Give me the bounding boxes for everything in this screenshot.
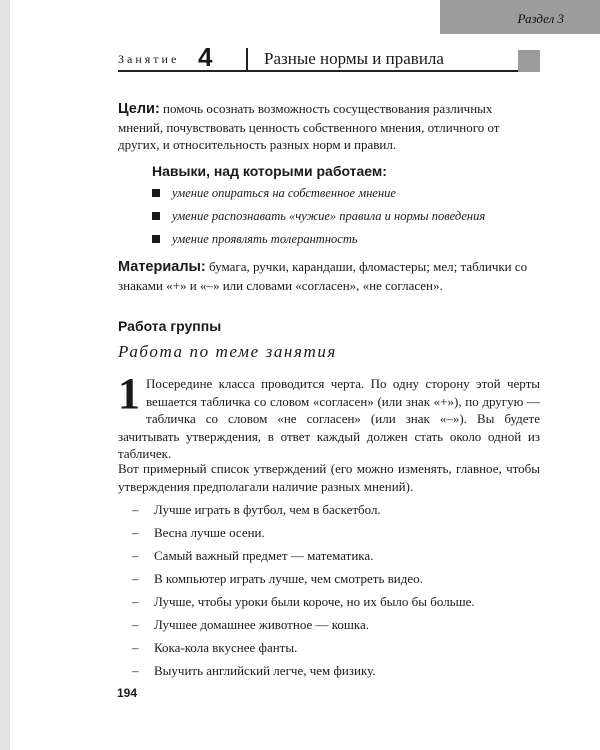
statement-item: – Лучше играть в футбол, чем в баскетбол. <box>132 502 381 517</box>
statement-item: – Выучить английский легче, чем физику. <box>132 663 376 678</box>
skills-title: Навыки, над которыми работаем: <box>152 163 387 179</box>
section-label: Раздел 3 <box>517 11 564 26</box>
statement-item: – В компьютер играть лучше, чем смотреть видео. <box>132 571 423 586</box>
materials-text: бумага, ручки, карандаши, фломастеры; мел; таблички со знаками «+» и «–» или словами «согласен», «не согласен». <box>118 259 528 293</box>
goals-label: Цели: <box>118 101 160 117</box>
lesson-title: Разные нормы и правила <box>264 49 444 68</box>
page-edge-shadow <box>0 0 10 750</box>
skill-item: умение распознавать «чужие» правила и нормы поведения <box>152 209 485 224</box>
statement-item: – Самый важный предмет — математика. <box>132 548 374 563</box>
step-1-text: Посередине класса проводится черта. По одну сторону этой черты вешается табличка со словом «согласен» (или знак «+»), по другую — табличка со словом «не согласен» (или знак «–»). Вы будете зачитывать утверждения, в ответ каждый должен стать около одной из табличек. <box>118 376 540 461</box>
step-1-paragraph <box>118 369 540 463</box>
statement-item: – Лучше, чтобы уроки были короче, но их было бы больше. <box>132 594 475 609</box>
page-number: 194 <box>117 686 138 700</box>
skill-item: умение опираться на собственное мнение <box>152 186 396 201</box>
goals-paragraph <box>118 100 540 154</box>
statement-item: – Кока-кола вкуснее фанты. <box>132 640 298 655</box>
lesson-number: 4 <box>198 42 213 72</box>
lesson-header <box>118 42 540 72</box>
skill-item: умение проявлять толерантность <box>152 232 358 247</box>
step-number: 1 <box>118 369 140 418</box>
list-intro: Вот примерный список утверждений (его можно изменять, главное, чтобы утверждения предполагали наличие разных мнений). <box>118 461 540 494</box>
group-work-title: Работа группы <box>118 318 222 334</box>
goals-text: помочь осознать возможность сосуществования различных мнений, почувствовать ценность собственного мнения, отличного от других, и относительность разных норм и правил. <box>118 101 500 152</box>
square-bullet-icon <box>152 212 160 220</box>
topic-title: Работа по теме занятия <box>118 342 337 361</box>
materials-label: Материалы: <box>118 259 206 275</box>
lesson-divider <box>246 48 248 72</box>
header-tab-marker <box>518 50 540 72</box>
materials-paragraph <box>118 258 540 294</box>
section-tab <box>440 0 600 34</box>
statement-item: – Весна лучше осени. <box>132 525 265 540</box>
statement-item: – Лучшее домашнее животное — кошка. <box>132 617 370 632</box>
square-bullet-icon <box>152 189 160 197</box>
square-bullet-icon <box>152 235 160 243</box>
lesson-word: Занятие <box>118 52 180 66</box>
